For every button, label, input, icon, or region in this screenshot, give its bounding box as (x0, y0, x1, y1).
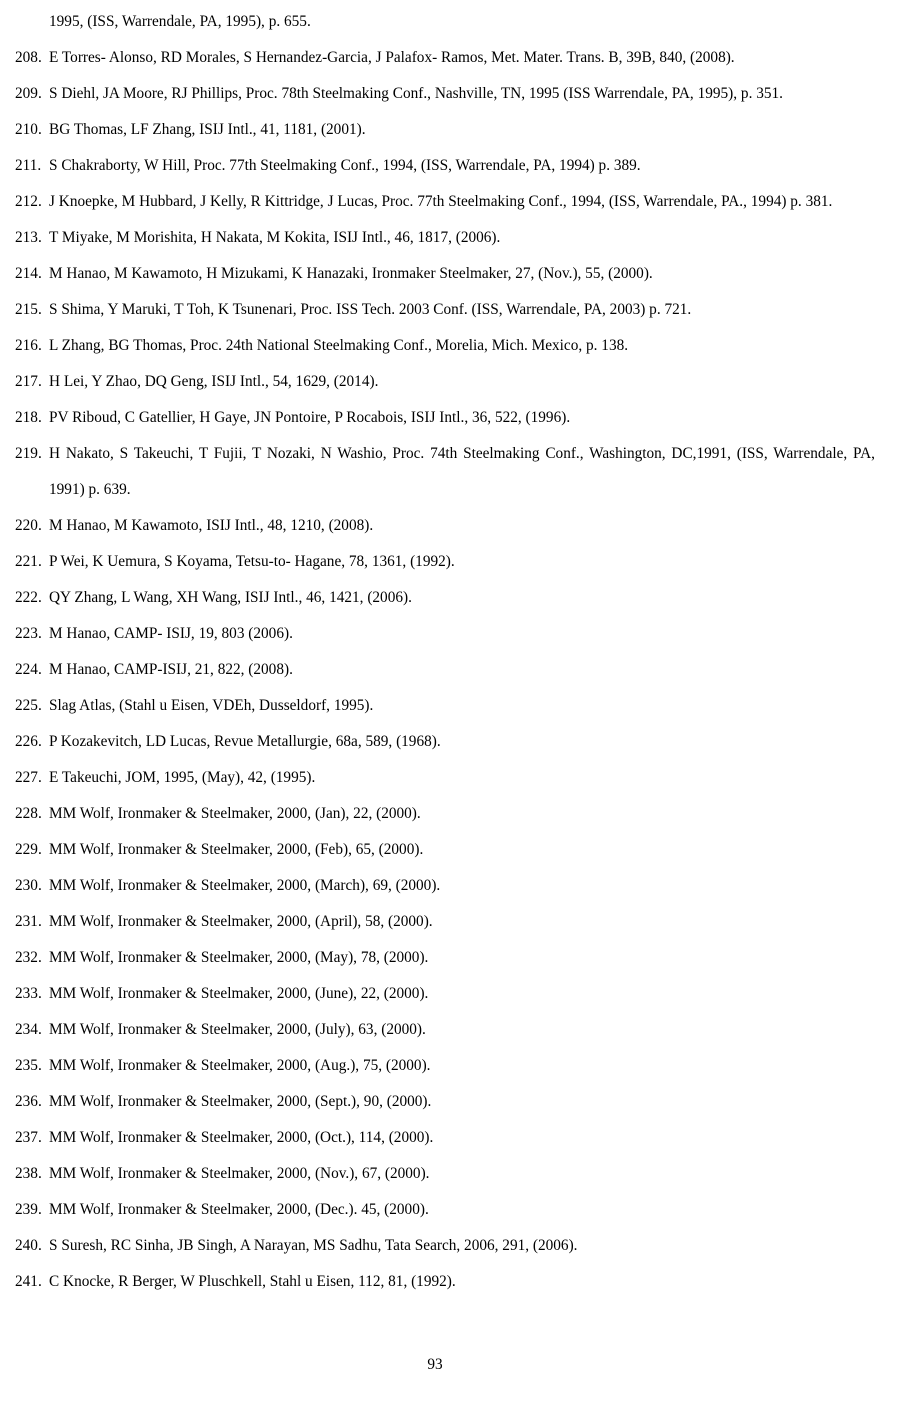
reference-item (15, 112, 875, 148)
reference-text: M Hanao, M Kawamoto, H Mizukami, K Hanazaki, Ironmaker Steelmaker, 27, (Nov.), 55, (2000). (49, 265, 653, 282)
reference-item (15, 148, 875, 184)
reference-number: 231. (15, 913, 42, 930)
reference-text: S Shima, Y Maruki, T Toh, K Tsunenari, Proc. ISS Tech. 2003 Conf. (ISS, Warrendale, PA, 2003) p. 721. (49, 301, 692, 318)
reference-item (15, 1228, 875, 1264)
reference-number: 239. (15, 1201, 42, 1218)
reference-text: S Suresh, RC Sinha, JB Singh, A Narayan, MS Sadhu, Tata Search, 2006, 291, (2006). (49, 1237, 578, 1254)
reference-number: 233. (15, 985, 42, 1002)
reference-item (15, 1012, 875, 1048)
reference-text: J Knoepke, M Hubbard, J Kelly, R Kittridge, J Lucas, Proc. 77th Steelmaking Conf., 1994, (ISS, Warrendale, PA., 1994) p. 381. (49, 193, 833, 210)
reference-text: MM Wolf, Ironmaker & Steelmaker, 2000, (April), 58, (2000). (49, 913, 433, 930)
reference-item (15, 544, 875, 580)
reference-text: H Nakato, S Takeuchi, T Fujii, T Nozaki, N Washio, Proc. 74th Steelmaking Conf., Washington, DC,1991, (ISS, Warrendale, PA, 1991) p. 639. (49, 445, 875, 498)
reference-number: 212. (15, 193, 42, 210)
reference-item (15, 256, 875, 292)
reference-item (15, 220, 875, 256)
reference-number: 223. (15, 625, 42, 642)
reference-item (15, 760, 875, 796)
reference-number: 213. (15, 229, 42, 246)
reference-number: 219. (15, 445, 42, 462)
reference-number: 209. (15, 85, 42, 102)
reference-item (15, 184, 875, 220)
reference-number: 227. (15, 769, 42, 786)
reference-item (15, 652, 875, 688)
reference-item (15, 688, 875, 724)
reference-text: QY Zhang, L Wang, XH Wang, ISIJ Intl., 46, 1421, (2006). (49, 589, 412, 606)
reference-number: 214. (15, 265, 42, 282)
reference-item (15, 1120, 875, 1156)
reference-number: 225. (15, 697, 42, 714)
reference-item (15, 724, 875, 760)
reference-number: 236. (15, 1093, 42, 1110)
reference-text: L Zhang, BG Thomas, Proc. 24th National Steelmaking Conf., Morelia, Mich. Mexico, p. 138. (49, 337, 629, 354)
reference-list (15, 4, 875, 1300)
reference-number: 208. (15, 49, 42, 66)
reference-item (15, 328, 875, 364)
reference-number: 238. (15, 1165, 42, 1182)
reference-text: E Torres- Alonso, RD Morales, S Hernandez-Garcia, J Palafox- Ramos, Met. Mater. Trans. B, 39B, 840, (2008). (49, 49, 735, 66)
reference-number: 224. (15, 661, 42, 678)
reference-item (15, 868, 875, 904)
reference-item (15, 508, 875, 544)
reference-number: 237. (15, 1129, 42, 1146)
reference-text: PV Riboud, C Gatellier, H Gaye, JN Pontoire, P Rocabois, ISIJ Intl., 36, 522, (1996). (49, 409, 571, 426)
reference-number: 217. (15, 373, 42, 390)
reference-item (15, 976, 875, 1012)
reference-item (15, 4, 875, 40)
reference-text: M Hanao, CAMP- ISIJ, 19, 803 (2006). (49, 625, 293, 642)
reference-number: 232. (15, 949, 42, 966)
reference-item (15, 364, 875, 400)
reference-text: MM Wolf, Ironmaker & Steelmaker, 2000, (March), 69, (2000). (49, 877, 441, 894)
reference-text: MM Wolf, Ironmaker & Steelmaker, 2000, (Aug.), 75, (2000). (49, 1057, 431, 1074)
reference-text: Slag Atlas, (Stahl u Eisen, VDEh, Dusseldorf, 1995). (49, 697, 374, 714)
reference-item (15, 1156, 875, 1192)
reference-number: 222. (15, 589, 42, 606)
reference-number: 228. (15, 805, 42, 822)
reference-item (15, 40, 875, 76)
reference-text: MM Wolf, Ironmaker & Steelmaker, 2000, (July), 63, (2000). (49, 1021, 426, 1038)
reference-item (15, 904, 875, 940)
reference-item (15, 796, 875, 832)
reference-text: C Knocke, R Berger, W Pluschkell, Stahl u Eisen, 112, 81, (1992). (49, 1273, 456, 1290)
reference-text: MM Wolf, Ironmaker & Steelmaker, 2000, (June), 22, (2000). (49, 985, 429, 1002)
reference-number: 221. (15, 553, 42, 570)
page-number: 93 (427, 1356, 443, 1373)
reference-number: 216. (15, 337, 42, 354)
reference-number: 211. (15, 157, 42, 174)
reference-text: S Diehl, JA Moore, RJ Phillips, Proc. 78th Steelmaking Conf., Nashville, TN, 1995 (ISS Warrendale, PA, 1995), p. 351. (49, 85, 783, 102)
reference-item (15, 940, 875, 976)
reference-text: M Hanao, CAMP-ISIJ, 21, 822, (2008). (49, 661, 293, 678)
reference-text: MM Wolf, Ironmaker & Steelmaker, 2000, (Nov.), 67, (2000). (49, 1165, 430, 1182)
reference-text: T Miyake, M Morishita, H Nakata, M Kokita, ISIJ Intl., 46, 1817, (2006). (49, 229, 501, 246)
reference-number: 241. (15, 1273, 42, 1290)
reference-text: P Wei, K Uemura, S Koyama, Tetsu-to- Hagane, 78, 1361, (1992). (49, 553, 455, 570)
reference-text: S Chakraborty, W Hill, Proc. 77th Steelmaking Conf., 1994, (ISS, Warrendale, PA, 1994) p. 389. (49, 157, 641, 174)
reference-number: 230. (15, 877, 42, 894)
reference-item (15, 1084, 875, 1120)
reference-text: MM Wolf, Ironmaker & Steelmaker, 2000, (Feb), 65, (2000). (49, 841, 424, 858)
reference-text: H Lei, Y Zhao, DQ Geng, ISIJ Intl., 54, 1629, (2014). (49, 373, 379, 390)
reference-text: M Hanao, M Kawamoto, ISIJ Intl., 48, 1210, (2008). (49, 517, 374, 534)
reference-text: P Kozakevitch, LD Lucas, Revue Metallurgie, 68a, 589, (1968). (49, 733, 441, 750)
reference-item (15, 832, 875, 868)
reference-item (15, 580, 875, 616)
reference-text: 1995, (ISS, Warrendale, PA, 1995), p. 655. (49, 13, 311, 30)
reference-number: 240. (15, 1237, 42, 1254)
reference-item (15, 1192, 875, 1228)
reference-item (15, 76, 875, 112)
reference-number: 226. (15, 733, 42, 750)
reference-number: 234. (15, 1021, 42, 1038)
reference-item (15, 400, 875, 436)
reference-text: MM Wolf, Ironmaker & Steelmaker, 2000, (Dec.). 45, (2000). (49, 1201, 429, 1218)
reference-number: 218. (15, 409, 42, 426)
reference-item (15, 436, 875, 508)
reference-text: MM Wolf, Ironmaker & Steelmaker, 2000, (Sept.), 90, (2000). (49, 1093, 432, 1110)
reference-item (15, 1264, 875, 1300)
reference-text: MM Wolf, Ironmaker & Steelmaker, 2000, (Oct.), 114, (2000). (49, 1129, 434, 1146)
reference-number: 215. (15, 301, 42, 318)
reference-item (15, 616, 875, 652)
reference-text: E Takeuchi, JOM, 1995, (May), 42, (1995). (49, 769, 316, 786)
reference-number: 210. (15, 121, 42, 138)
reference-number: 235. (15, 1057, 42, 1074)
reference-text: BG Thomas, LF Zhang, ISIJ Intl., 41, 1181, (2001). (49, 121, 366, 138)
reference-text: MM Wolf, Ironmaker & Steelmaker, 2000, (Jan), 22, (2000). (49, 805, 421, 822)
reference-number: 220. (15, 517, 42, 534)
reference-text: MM Wolf, Ironmaker & Steelmaker, 2000, (May), 78, (2000). (49, 949, 429, 966)
reference-item (15, 1048, 875, 1084)
reference-item (15, 292, 875, 328)
reference-number: 229. (15, 841, 42, 858)
